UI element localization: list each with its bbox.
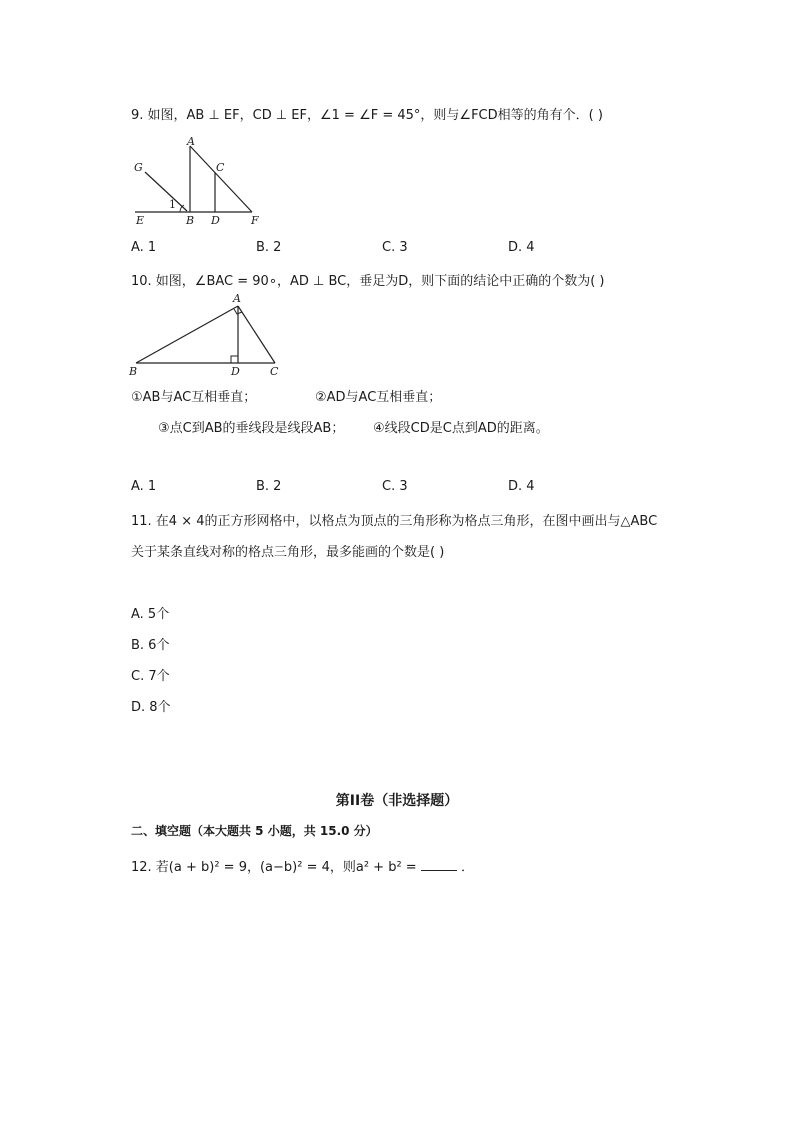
q9-label-c: C xyxy=(216,161,225,174)
q10-label-a: A xyxy=(233,292,241,305)
q12-text xyxy=(131,856,474,875)
q11-text-line1: 11. 在4 × 4的正方形网格中，以格点为顶点的三角形称为格点三角形，在图中画出与△ABC xyxy=(131,514,658,529)
q9-label-d: D xyxy=(211,214,220,227)
q9-option-d[interactable]: D. 4 xyxy=(508,240,535,255)
q9-label-b: B xyxy=(186,214,195,227)
q10-label-d: D xyxy=(231,365,240,376)
q11-text-line2: 关于某条直线对称的格点三角形，最多能画的个数是( ) xyxy=(131,545,445,560)
q11-option-b[interactable]: B. 6个 xyxy=(131,638,170,653)
q10-option-d[interactable]: D. 4 xyxy=(508,479,535,494)
q9-option-b[interactable]: B. 2 xyxy=(256,240,282,255)
q9-label-a: A xyxy=(187,136,195,148)
q11-option-a[interactable]: A. 5个 xyxy=(131,607,170,622)
q10-statement-2: ②AD与AC互相垂直； xyxy=(315,390,442,405)
q10-text: 10. 如图，∠BAC = 90∘，AD ⊥ BC，垂足为D，则下面的结论中正确的个数为( ) xyxy=(131,274,605,289)
section-title: 第II卷（非选择题） xyxy=(335,793,459,809)
q10-option-a[interactable]: A. 1 xyxy=(131,479,157,494)
q9-option-a[interactable]: A. 1 xyxy=(131,240,157,255)
q10-statement-4: ④线段CD是C点到AD的距离。 xyxy=(373,421,549,436)
q11-option-c[interactable]: C. 7个 xyxy=(131,669,170,684)
q10-figure xyxy=(125,290,285,376)
q9-label-g: G xyxy=(134,161,143,174)
q9-option-c[interactable]: C. 3 xyxy=(382,240,408,255)
q10-option-b[interactable]: B. 2 xyxy=(256,479,282,494)
q10-label-c: C xyxy=(270,365,279,376)
q10-option-c[interactable]: C. 3 xyxy=(382,479,408,494)
q12-suffix: ． xyxy=(460,860,474,875)
q9-label-1: 1 xyxy=(169,198,176,211)
q10-statement-1: ①AB与AC互相垂直； xyxy=(131,390,257,405)
q9-label-f: F xyxy=(251,214,259,227)
q9-label-e: E xyxy=(136,214,145,227)
q9-figure xyxy=(125,136,275,228)
section-subtitle: 二、填空题（本大题共 5 小题，共 15.0 分） xyxy=(131,824,378,838)
q11-option-d[interactable]: D. 8个 xyxy=(131,700,171,715)
q10-label-b: B xyxy=(129,365,138,376)
q12-prefix: 12. 若(a + b)² = 9，(a−b)² = 4，则a² + b² = xyxy=(131,860,417,875)
q10-statement-3: ③点C到AB的垂线段是线段AB； xyxy=(158,421,345,436)
q9-text: 9. 如图，AB ⊥ EF，CD ⊥ EF，∠1 = ∠F = 45°，则与∠FCD相等的角有个．( ) xyxy=(131,108,603,123)
q12-answer-blank[interactable] xyxy=(421,858,457,871)
